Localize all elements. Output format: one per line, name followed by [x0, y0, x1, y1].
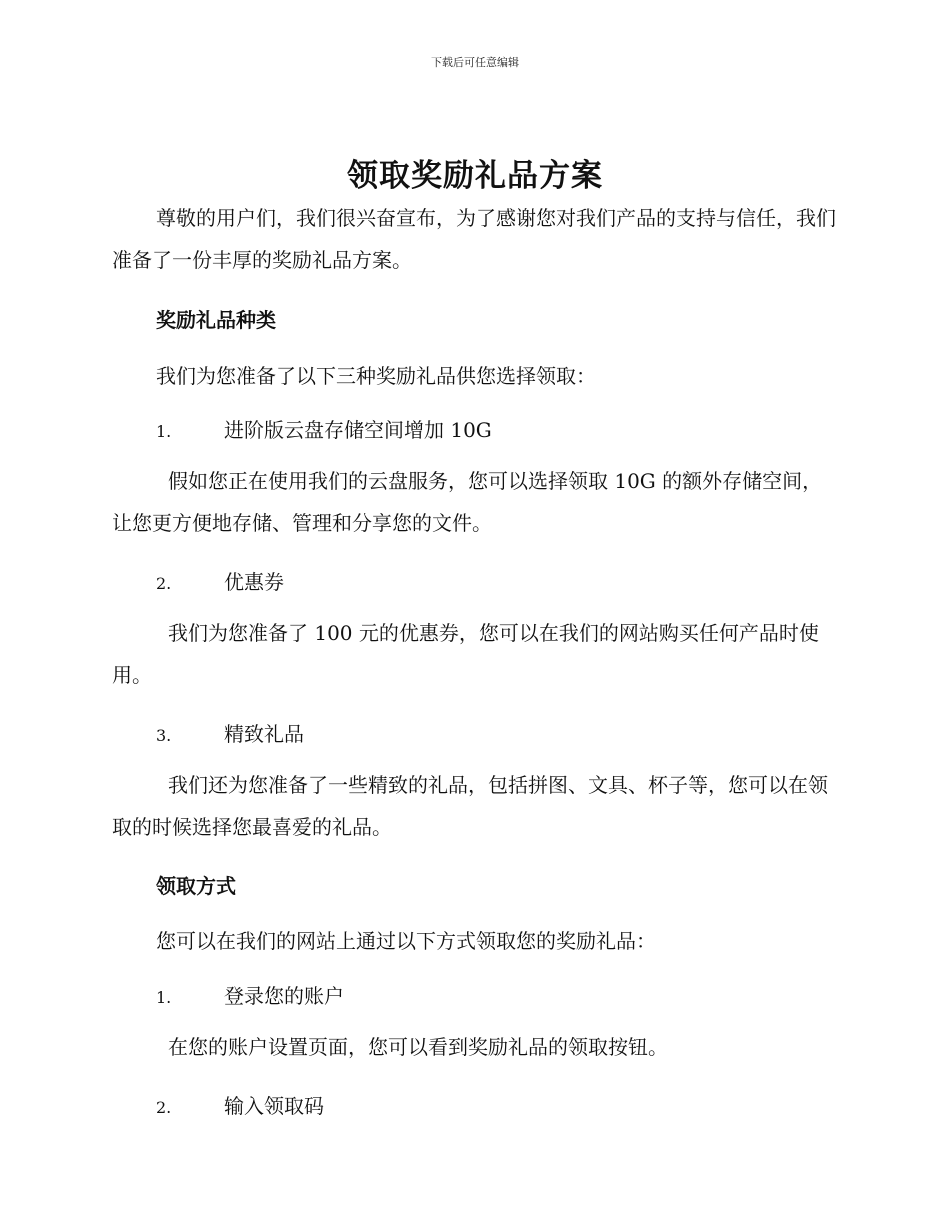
- section-heading-gift-types: 奖励礼品种类: [156, 308, 276, 332]
- list-item: [156, 566, 284, 595]
- list-item-label: 精致礼品: [224, 722, 304, 746]
- list-item-description: 在您的账户设置页面，您可以看到奖励礼品的领取按钮。: [168, 1035, 668, 1059]
- list-item-number: 3.: [156, 726, 172, 745]
- list-item: [156, 980, 344, 1009]
- document-title: 领取奖励礼品方案: [347, 158, 603, 194]
- list-item-number: 1.: [156, 422, 172, 441]
- list-item-description: 我们还为您准备了一些精致的礼品，包括拼图、文具、杯子等，您可以在领取的时候选择您最喜爱的礼品。: [112, 773, 828, 839]
- list-item-label: 优惠券: [224, 570, 284, 594]
- list-item-number: 1.: [156, 988, 172, 1007]
- gift-types-lead: 我们为您准备了以下三种奖励礼品供您选择领取：: [156, 364, 596, 388]
- intro-paragraph: 尊敬的用户们，我们很兴奋宣布，为了感谢您对我们产品的支持与信任，我们准备了一份丰厚的奖励礼品方案。: [112, 206, 836, 272]
- section-heading-claim-method: 领取方式: [156, 874, 236, 898]
- list-item-label: 登录您的账户: [224, 984, 344, 1008]
- list-item-label: 输入领取码: [224, 1094, 324, 1118]
- list-item: [156, 718, 304, 747]
- list-item: [156, 414, 492, 443]
- list-item-number: 2.: [156, 574, 172, 593]
- page-header-note: 下载后可任意编辑: [431, 56, 519, 69]
- list-item: [156, 1090, 324, 1119]
- list-item-label: 进阶版云盘存储空间增加 10G: [224, 418, 492, 442]
- claim-method-lead: 您可以在我们的网站上通过以下方式领取您的奖励礼品：: [156, 929, 656, 953]
- list-item-description: 我们为您准备了 100 元的优惠券，您可以在我们的网站购买任何产品时使用。: [112, 621, 819, 687]
- list-item-description: 假如您正在使用我们的云盘服务，您可以选择领取 10G 的额外存储空间，让您更方便地存储、管理和分享您的文件。: [112, 469, 823, 535]
- list-item-number: 2.: [156, 1098, 172, 1117]
